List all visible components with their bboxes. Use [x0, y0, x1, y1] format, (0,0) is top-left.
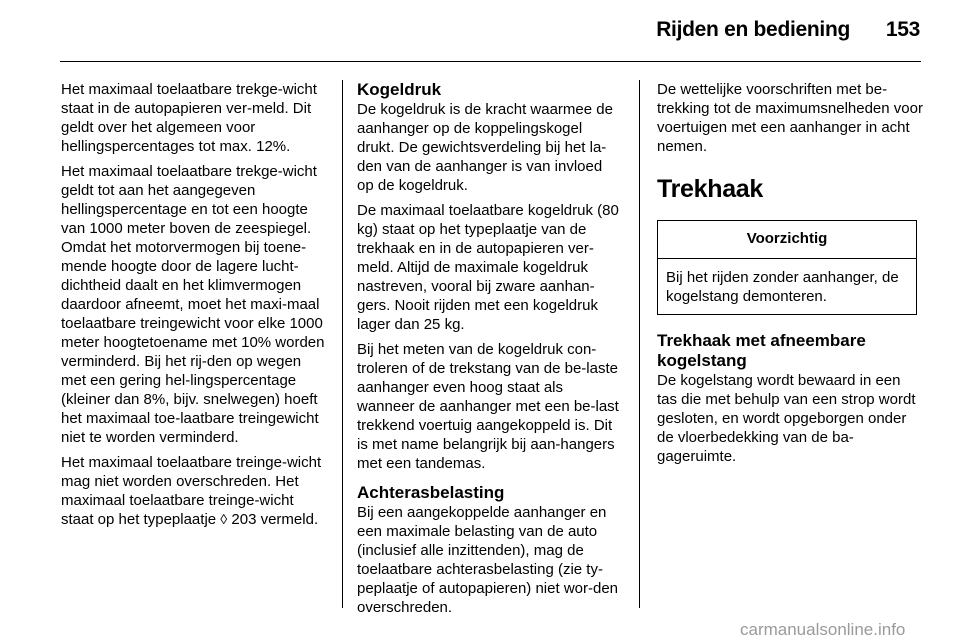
paragraph: De kogelstang wordt bewaard in een tas die met behulp van een strop wordt gesloten, en wordt opgeborgen onder de vloerbedekking van de ba-gageruimte.: [657, 372, 916, 465]
column-1: [61, 80, 326, 535]
paragraph: Bij het meten van de kogeldruk con-troleren of de trekstang van de be-laste aanhanger even hoog staat als wanneer de aanhanger met een be-last trekkend voertuig aangekoppeld is. Dit is met name belangrijk bij aan-hangers met een tandemas.: [357, 341, 619, 472]
page-reference-icon: ◊: [220, 511, 228, 527]
subheading-kogeldruk: Kogeldruk: [357, 80, 442, 99]
paragraph: Het maximaal toelaatbare trekge-wicht geldt tot aan het aangegeven hellingspercentage en tot een hoogte van 1000 meter boven de zeespiegel. Omdat het motorvermogen bij toene-mende hoogte door de lagere lucht-dichtheid daalt en het klimvermogen daardoor afneemt, moet het maxi-maal toelaatbare treingewicht voor elke 1000 meter hoogtetoename met 10% worden verminderd. Bij het rij-den op wegen met een gering hel-lingspercentage (kleiner dan 8%, bijv. snelwegen) hoeft het maximaal toe-laatbare treingewicht niet te worden verminderd.: [61, 163, 325, 446]
paragraph: De wettelijke voorschriften met be-trekking tot de maximumsnelheden voor voertuigen met een aanhanger in acht nemen.: [657, 81, 923, 155]
column-2: [357, 80, 623, 623]
header-divider: [60, 61, 921, 62]
paragraph: Het maximaal toelaatbare trekge-wicht staat in de autopapieren ver-meld. Dit geldt over het algemeen voor hellingspercentages tot max. 12%.: [61, 81, 317, 155]
paragraph: De maximaal toelaatbare kogeldruk (80 kg) staat op het typeplaatje van de trekhaak en in de autopapieren ver-meld. Altijd de maximale kogeldruk nastreven, vooral bij zware aanhan-gers. Nooit rijden met een kogeldruk lager dan 25 kg.: [357, 202, 619, 333]
paragraph: De kogeldruk is de kracht waarmee de aanhanger op de koppelingskogel drukt. De gewichtsverdeling bij het la-den van de aanhanger is van invloed op de kogeldruk.: [357, 101, 613, 194]
caution-title: Voorzichtig: [658, 221, 916, 259]
paragraph: [61, 453, 326, 529]
page-header: [0, 0, 960, 60]
paragraph: Bij een aangekoppelde aanhanger en een maximale belasting van de auto (inclusief alle inzittenden), mag de toelaatbare achterasbelasting (zie ty-peplaatje of autopapieren) niet wor-den overschreden.: [357, 504, 619, 616]
paragraph-text: Het maximaal toelaatbare treinge-wicht mag niet worden overschreden. Het maximaal toelaatbare treinge-wicht staat op het typeplaatje: [61, 454, 322, 528]
heading-trekhaak: Trekhaak: [657, 175, 764, 203]
watermark: carmanualsonline.info: [740, 620, 906, 639]
subheading-achterasbelasting: Achterasbelasting: [357, 483, 505, 502]
caution-box: [657, 220, 917, 315]
subheading-afneembare-kogelstang: Trekhaak met afneembare kogelstang: [657, 331, 866, 370]
column-divider-1: [342, 80, 343, 608]
page-number: 153: [885, 18, 920, 41]
caution-text: Bij het rijden zonder aanhanger, de kogelstang demonteren.: [666, 269, 899, 305]
column-3: [657, 80, 923, 472]
section-title: Rijden en bediening: [656, 18, 850, 41]
paragraph-text: vermeld.: [260, 511, 319, 528]
column-divider-2: [639, 80, 640, 608]
page-reference-link[interactable]: 203: [231, 511, 257, 528]
